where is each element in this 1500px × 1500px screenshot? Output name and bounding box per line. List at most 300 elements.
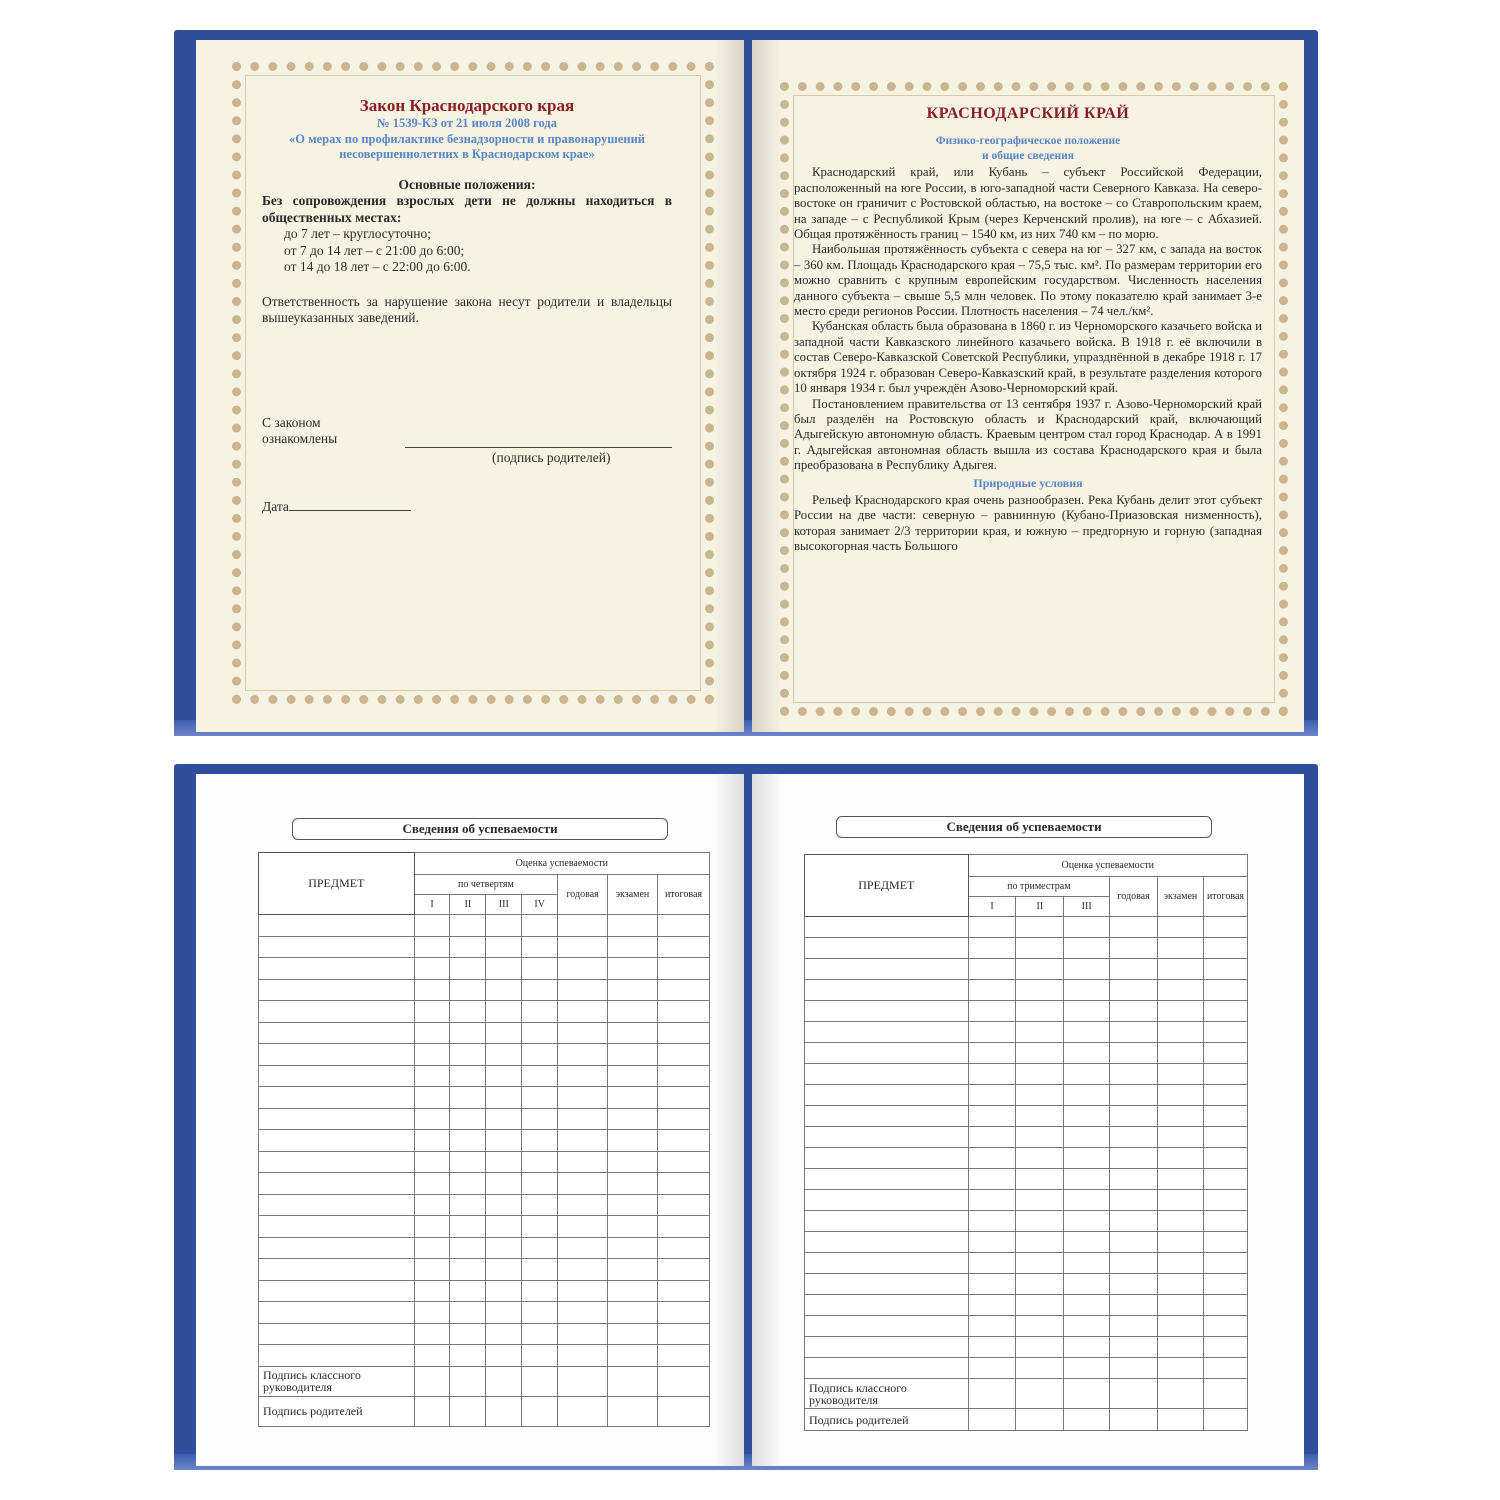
grade-cell[interactable] (968, 938, 1016, 959)
grade-cell[interactable] (657, 1216, 709, 1238)
subject-cell[interactable] (259, 915, 415, 937)
grade-cell[interactable] (608, 1065, 658, 1087)
subject-cell[interactable] (805, 1169, 969, 1190)
subject-cell[interactable] (805, 1316, 969, 1337)
grade-cell[interactable] (522, 1259, 558, 1281)
grade-cell[interactable] (522, 1151, 558, 1173)
grade-cell[interactable] (657, 1108, 709, 1130)
subject-cell[interactable] (805, 1274, 969, 1295)
grade-cell[interactable] (968, 1022, 1016, 1043)
grade-cell[interactable] (1158, 1190, 1204, 1211)
grade-cell[interactable] (608, 915, 658, 937)
grade-cell[interactable] (450, 1001, 486, 1023)
grade-cell[interactable] (1016, 1064, 1064, 1085)
grade-cell[interactable] (968, 1085, 1016, 1106)
grade-cell[interactable] (1016, 980, 1064, 1001)
grade-cell[interactable] (414, 1194, 450, 1216)
subject-cell[interactable] (259, 1087, 415, 1109)
grade-cell[interactable] (1016, 1022, 1064, 1043)
grade-cell[interactable] (1064, 1211, 1110, 1232)
grade-cell[interactable] (657, 1194, 709, 1216)
grade-cell[interactable] (1110, 1064, 1158, 1085)
grade-cell[interactable] (657, 1259, 709, 1281)
grade-cell[interactable] (486, 915, 522, 937)
grade-cell[interactable] (450, 1323, 486, 1345)
grade-cell[interactable] (414, 1302, 450, 1324)
grade-cell[interactable] (450, 1130, 486, 1152)
grade-cell[interactable] (608, 1087, 658, 1109)
grade-cell[interactable] (414, 1001, 450, 1023)
grade-cell[interactable] (1064, 1127, 1110, 1148)
subject-cell[interactable] (805, 1337, 969, 1358)
grade-cell[interactable] (522, 1022, 558, 1044)
grade-cell[interactable] (414, 1022, 450, 1044)
grade-cell[interactable] (1016, 1169, 1064, 1190)
grade-cell[interactable] (657, 1323, 709, 1345)
grade-cell[interactable] (486, 958, 522, 980)
grade-cell[interactable] (657, 1173, 709, 1195)
grade-cell[interactable] (1016, 1232, 1064, 1253)
grade-cell[interactable] (1158, 1064, 1204, 1085)
grade-cell[interactable] (1064, 1253, 1110, 1274)
grade-cell[interactable] (414, 1130, 450, 1152)
grade-cell[interactable] (1203, 1253, 1247, 1274)
grade-cell[interactable] (1110, 1316, 1158, 1337)
grade-cell[interactable] (414, 1151, 450, 1173)
grade-cell[interactable] (1110, 1253, 1158, 1274)
grade-cell[interactable] (486, 1022, 522, 1044)
grade-cell[interactable] (558, 1151, 608, 1173)
grade-cell[interactable] (968, 1190, 1016, 1211)
grade-cell[interactable] (558, 1237, 608, 1259)
grade-cell[interactable] (657, 979, 709, 1001)
grade-cell[interactable] (657, 1237, 709, 1259)
grade-cell[interactable] (558, 1345, 608, 1367)
grade-cell[interactable] (1016, 1106, 1064, 1127)
grade-cell[interactable] (657, 1280, 709, 1302)
grade-cell[interactable] (1016, 1316, 1064, 1337)
grade-cell[interactable] (968, 1295, 1016, 1316)
grade-cell[interactable] (414, 915, 450, 937)
grade-cell[interactable] (414, 1108, 450, 1130)
grade-cell[interactable] (486, 936, 522, 958)
grade-cell[interactable] (1064, 938, 1110, 959)
grade-cell[interactable] (1016, 1337, 1064, 1358)
grade-cell[interactable] (1203, 1211, 1247, 1232)
grade-cell[interactable] (1064, 1148, 1110, 1169)
grade-cell[interactable] (1158, 1022, 1204, 1043)
grade-cell[interactable] (1158, 1127, 1204, 1148)
grade-cell[interactable] (1064, 917, 1110, 938)
grade-cell[interactable] (657, 1087, 709, 1109)
grade-cell[interactable] (1203, 1106, 1247, 1127)
grade-cell[interactable] (522, 1130, 558, 1152)
grade-cell[interactable] (558, 1108, 608, 1130)
grade-cell[interactable] (968, 1316, 1016, 1337)
subject-cell[interactable] (805, 1022, 969, 1043)
grade-cell[interactable] (1064, 1022, 1110, 1043)
subject-cell[interactable] (259, 936, 415, 958)
grade-cell[interactable] (968, 1169, 1016, 1190)
grade-cell[interactable] (608, 1259, 658, 1281)
grade-cell[interactable] (1110, 917, 1158, 938)
grade-cell[interactable] (1110, 1127, 1158, 1148)
grade-cell[interactable] (486, 1323, 522, 1345)
grade-cell[interactable] (486, 1194, 522, 1216)
subject-cell[interactable] (805, 938, 969, 959)
grade-cell[interactable] (1158, 1295, 1204, 1316)
grade-cell[interactable] (414, 1065, 450, 1087)
grade-cell[interactable] (414, 1280, 450, 1302)
grade-cell[interactable] (1203, 1064, 1247, 1085)
grade-cell[interactable] (486, 1001, 522, 1023)
grade-cell[interactable] (1203, 1274, 1247, 1295)
grade-cell[interactable] (558, 1022, 608, 1044)
grade-cell[interactable] (522, 1216, 558, 1238)
grade-cell[interactable] (414, 936, 450, 958)
subject-cell[interactable] (259, 1216, 415, 1238)
subject-cell[interactable] (259, 1237, 415, 1259)
grade-cell[interactable] (657, 1044, 709, 1066)
grade-cell[interactable] (1203, 959, 1247, 980)
grade-cell[interactable] (608, 979, 658, 1001)
grade-cell[interactable] (522, 1065, 558, 1087)
grade-cell[interactable] (450, 1259, 486, 1281)
grade-cell[interactable] (1110, 1169, 1158, 1190)
grade-cell[interactable] (450, 1345, 486, 1367)
subject-cell[interactable] (259, 1108, 415, 1130)
grade-cell[interactable] (1110, 1232, 1158, 1253)
grade-cell[interactable] (522, 1280, 558, 1302)
grade-cell[interactable] (1203, 917, 1247, 938)
grade-cell[interactable] (657, 958, 709, 980)
grade-cell[interactable] (558, 1194, 608, 1216)
grade-cell[interactable] (1110, 1190, 1158, 1211)
grade-cell[interactable] (486, 1087, 522, 1109)
grade-cell[interactable] (1158, 1148, 1204, 1169)
grade-cell[interactable] (608, 1280, 658, 1302)
grade-cell[interactable] (1110, 1358, 1158, 1379)
grade-cell[interactable] (558, 1087, 608, 1109)
grade-cell[interactable] (1064, 1316, 1110, 1337)
grade-cell[interactable] (1203, 980, 1247, 1001)
grade-cell[interactable] (1158, 1211, 1204, 1232)
grade-cell[interactable] (1064, 1043, 1110, 1064)
grade-cell[interactable] (1110, 959, 1158, 980)
grade-cell[interactable] (1064, 1232, 1110, 1253)
grade-cell[interactable] (1203, 1001, 1247, 1022)
grade-cell[interactable] (450, 1280, 486, 1302)
grade-cell[interactable] (608, 1130, 658, 1152)
grade-cell[interactable] (608, 958, 658, 980)
grade-cell[interactable] (522, 1087, 558, 1109)
subject-cell[interactable] (259, 1280, 415, 1302)
grade-cell[interactable] (450, 1065, 486, 1087)
grade-cell[interactable] (608, 1151, 658, 1173)
grade-cell[interactable] (1110, 980, 1158, 1001)
grade-cell[interactable] (450, 936, 486, 958)
subject-cell[interactable] (805, 1232, 969, 1253)
grade-cell[interactable] (1203, 1085, 1247, 1106)
grade-cell[interactable] (1064, 1190, 1110, 1211)
grade-cell[interactable] (1158, 1043, 1204, 1064)
grade-cell[interactable] (608, 1302, 658, 1324)
grade-cell[interactable] (968, 959, 1016, 980)
grade-cell[interactable] (1016, 938, 1064, 959)
grade-cell[interactable] (1203, 1148, 1247, 1169)
grade-cell[interactable] (1110, 1211, 1158, 1232)
grade-cell[interactable] (486, 1044, 522, 1066)
subject-cell[interactable] (805, 1127, 969, 1148)
grade-cell[interactable] (657, 1130, 709, 1152)
grade-cell[interactable] (968, 1127, 1016, 1148)
subject-cell[interactable] (259, 1001, 415, 1023)
grade-cell[interactable] (414, 1173, 450, 1195)
grade-cell[interactable] (450, 1151, 486, 1173)
grade-cell[interactable] (608, 1323, 658, 1345)
grade-cell[interactable] (1064, 1295, 1110, 1316)
grade-cell[interactable] (522, 1323, 558, 1345)
grade-cell[interactable] (522, 1345, 558, 1367)
grade-cell[interactable] (968, 1337, 1016, 1358)
subject-cell[interactable] (805, 1253, 969, 1274)
grade-cell[interactable] (968, 917, 1016, 938)
grade-cell[interactable] (968, 1106, 1016, 1127)
grade-cell[interactable] (450, 1302, 486, 1324)
grade-cell[interactable] (522, 915, 558, 937)
grade-cell[interactable] (522, 979, 558, 1001)
grade-cell[interactable] (968, 1001, 1016, 1022)
grade-cell[interactable] (657, 936, 709, 958)
grade-cell[interactable] (522, 1173, 558, 1195)
grade-cell[interactable] (1158, 1232, 1204, 1253)
grade-cell[interactable] (1158, 1106, 1204, 1127)
grade-cell[interactable] (558, 1001, 608, 1023)
grade-cell[interactable] (1016, 1190, 1064, 1211)
subject-cell[interactable] (259, 1065, 415, 1087)
grade-cell[interactable] (1203, 1127, 1247, 1148)
grade-cell[interactable] (608, 936, 658, 958)
grade-cell[interactable] (1016, 1043, 1064, 1064)
grade-cell[interactable] (1158, 1337, 1204, 1358)
grade-cell[interactable] (522, 1237, 558, 1259)
grade-cell[interactable] (558, 1280, 608, 1302)
grade-cell[interactable] (486, 1280, 522, 1302)
grade-cell[interactable] (486, 1216, 522, 1238)
grade-cell[interactable] (968, 1358, 1016, 1379)
grade-cell[interactable] (1158, 1358, 1204, 1379)
grade-cell[interactable] (450, 1022, 486, 1044)
grade-cell[interactable] (1064, 1337, 1110, 1358)
grade-cell[interactable] (558, 915, 608, 937)
grade-cell[interactable] (1064, 1106, 1110, 1127)
grade-cell[interactable] (486, 1151, 522, 1173)
grade-cell[interactable] (1110, 1001, 1158, 1022)
grade-cell[interactable] (414, 1237, 450, 1259)
grade-cell[interactable] (1110, 1043, 1158, 1064)
subject-cell[interactable] (259, 1130, 415, 1152)
subject-cell[interactable] (259, 1044, 415, 1066)
grade-cell[interactable] (1158, 917, 1204, 938)
grade-cell[interactable] (1203, 1169, 1247, 1190)
grade-cell[interactable] (558, 1302, 608, 1324)
grade-cell[interactable] (1110, 1148, 1158, 1169)
grade-cell[interactable] (450, 915, 486, 937)
grade-cell[interactable] (1110, 1337, 1158, 1358)
grade-cell[interactable] (608, 1345, 658, 1367)
grade-cell[interactable] (1158, 1085, 1204, 1106)
grade-cell[interactable] (1203, 1337, 1247, 1358)
grade-cell[interactable] (522, 1194, 558, 1216)
grade-cell[interactable] (558, 1259, 608, 1281)
grade-cell[interactable] (968, 1211, 1016, 1232)
subject-cell[interactable] (805, 959, 969, 980)
grade-cell[interactable] (414, 1323, 450, 1345)
grade-cell[interactable] (414, 1044, 450, 1066)
subject-cell[interactable] (259, 1173, 415, 1195)
subject-cell[interactable] (805, 1211, 969, 1232)
grade-cell[interactable] (450, 958, 486, 980)
subject-cell[interactable] (805, 1001, 969, 1022)
grade-cell[interactable] (608, 1237, 658, 1259)
grade-cell[interactable] (1064, 1085, 1110, 1106)
subject-cell[interactable] (259, 1323, 415, 1345)
grade-cell[interactable] (1158, 959, 1204, 980)
grade-cell[interactable] (1158, 980, 1204, 1001)
grade-cell[interactable] (1158, 938, 1204, 959)
grade-cell[interactable] (450, 979, 486, 1001)
grade-cell[interactable] (657, 1151, 709, 1173)
grade-cell[interactable] (486, 979, 522, 1001)
grade-cell[interactable] (968, 1232, 1016, 1253)
grade-cell[interactable] (1158, 1001, 1204, 1022)
grade-cell[interactable] (1110, 1106, 1158, 1127)
grade-cell[interactable] (558, 1323, 608, 1345)
grade-cell[interactable] (968, 1148, 1016, 1169)
grade-cell[interactable] (1064, 1274, 1110, 1295)
subject-cell[interactable] (805, 980, 969, 1001)
grade-cell[interactable] (1016, 1085, 1064, 1106)
grade-cell[interactable] (1016, 1211, 1064, 1232)
grade-cell[interactable] (608, 1173, 658, 1195)
grade-cell[interactable] (1110, 1274, 1158, 1295)
grade-cell[interactable] (968, 1253, 1016, 1274)
grade-cell[interactable] (486, 1345, 522, 1367)
grade-cell[interactable] (657, 1302, 709, 1324)
grade-cell[interactable] (450, 1108, 486, 1130)
grade-cell[interactable] (522, 1001, 558, 1023)
grade-cell[interactable] (657, 1001, 709, 1023)
grade-cell[interactable] (1064, 1169, 1110, 1190)
grade-cell[interactable] (450, 1216, 486, 1238)
grade-cell[interactable] (558, 1065, 608, 1087)
grade-cell[interactable] (522, 1108, 558, 1130)
grade-cell[interactable] (558, 936, 608, 958)
grade-cell[interactable] (608, 1044, 658, 1066)
subject-cell[interactable] (805, 1064, 969, 1085)
grade-cell[interactable] (1110, 1022, 1158, 1043)
grade-cell[interactable] (450, 1173, 486, 1195)
subject-cell[interactable] (805, 1358, 969, 1379)
grade-cell[interactable] (608, 1001, 658, 1023)
subject-cell[interactable] (259, 1194, 415, 1216)
grade-cell[interactable] (1064, 1064, 1110, 1085)
grade-cell[interactable] (558, 1044, 608, 1066)
grade-cell[interactable] (486, 1302, 522, 1324)
grade-cell[interactable] (1158, 1169, 1204, 1190)
grade-cell[interactable] (414, 979, 450, 1001)
grade-cell[interactable] (414, 1216, 450, 1238)
grade-cell[interactable] (1016, 917, 1064, 938)
grade-cell[interactable] (1064, 1358, 1110, 1379)
grade-cell[interactable] (414, 1087, 450, 1109)
grade-cell[interactable] (1016, 1358, 1064, 1379)
grade-cell[interactable] (486, 1108, 522, 1130)
grade-cell[interactable] (657, 1065, 709, 1087)
grade-cell[interactable] (558, 979, 608, 1001)
grade-cell[interactable] (1016, 1274, 1064, 1295)
grade-cell[interactable] (1064, 1001, 1110, 1022)
grade-cell[interactable] (1203, 1043, 1247, 1064)
grade-cell[interactable] (522, 936, 558, 958)
grade-cell[interactable] (1016, 1253, 1064, 1274)
subject-cell[interactable] (259, 1022, 415, 1044)
grade-cell[interactable] (1158, 1316, 1204, 1337)
grade-cell[interactable] (1064, 959, 1110, 980)
grade-cell[interactable] (1158, 1253, 1204, 1274)
subject-cell[interactable] (805, 917, 969, 938)
grade-cell[interactable] (1064, 980, 1110, 1001)
grade-cell[interactable] (968, 980, 1016, 1001)
grade-cell[interactable] (558, 1130, 608, 1152)
subject-cell[interactable] (805, 1295, 969, 1316)
grade-cell[interactable] (1203, 1295, 1247, 1316)
grade-cell[interactable] (1203, 1022, 1247, 1043)
grade-cell[interactable] (608, 1216, 658, 1238)
grade-cell[interactable] (1203, 1316, 1247, 1337)
grade-cell[interactable] (1016, 1295, 1064, 1316)
grade-cell[interactable] (657, 1345, 709, 1367)
grade-cell[interactable] (414, 1345, 450, 1367)
grade-cell[interactable] (968, 1274, 1016, 1295)
subject-cell[interactable] (259, 1345, 415, 1367)
grade-cell[interactable] (522, 958, 558, 980)
date-line[interactable] (289, 496, 411, 511)
subject-cell[interactable] (259, 958, 415, 980)
grade-cell[interactable] (657, 915, 709, 937)
grade-cell[interactable] (1110, 1295, 1158, 1316)
grade-cell[interactable] (1203, 938, 1247, 959)
grade-cell[interactable] (486, 1237, 522, 1259)
subject-cell[interactable] (805, 1043, 969, 1064)
grade-cell[interactable] (414, 958, 450, 980)
grade-cell[interactable] (1016, 1127, 1064, 1148)
grade-cell[interactable] (450, 1237, 486, 1259)
grade-cell[interactable] (450, 1044, 486, 1066)
grade-cell[interactable] (1203, 1232, 1247, 1253)
grade-cell[interactable] (486, 1065, 522, 1087)
subject-cell[interactable] (259, 979, 415, 1001)
grade-cell[interactable] (1203, 1190, 1247, 1211)
subject-cell[interactable] (805, 1106, 969, 1127)
subject-cell[interactable] (259, 1151, 415, 1173)
grade-cell[interactable] (450, 1194, 486, 1216)
grade-cell[interactable] (968, 1064, 1016, 1085)
grade-cell[interactable] (1110, 1085, 1158, 1106)
grade-cell[interactable] (968, 1043, 1016, 1064)
subject-cell[interactable] (805, 1148, 969, 1169)
grade-cell[interactable] (522, 1044, 558, 1066)
